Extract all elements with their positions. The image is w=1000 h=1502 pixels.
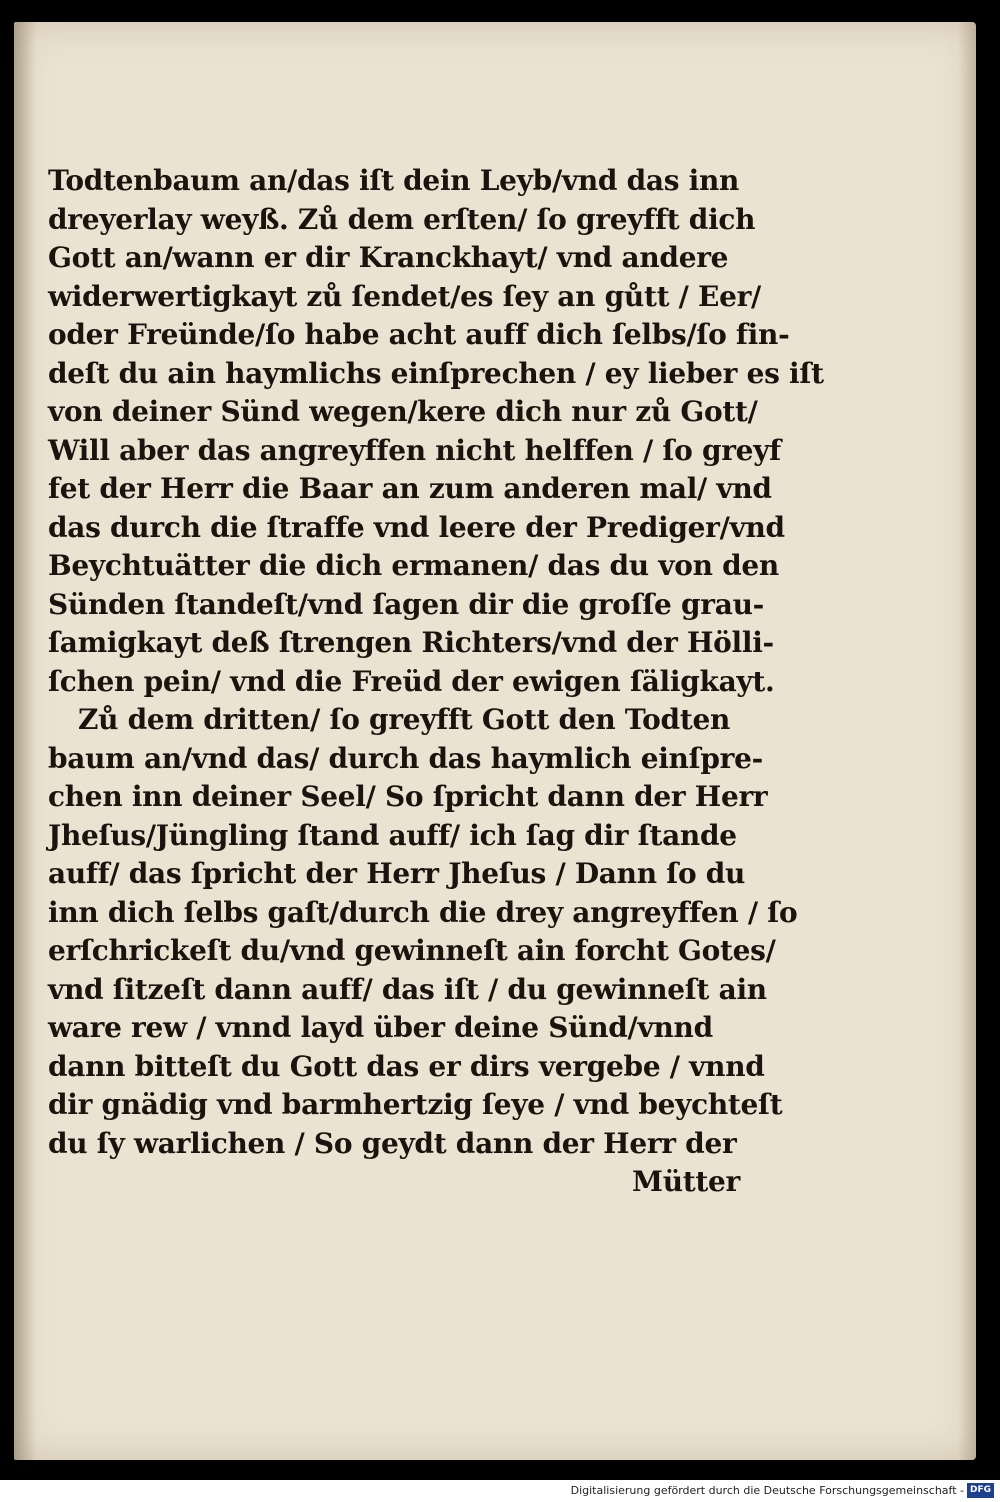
text-line: Zů dem dritten/ ſo greyfft Gott den Todten: [78, 703, 731, 736]
text-line: widerwertigkayt zů ſendet/es ſey an gůtt / Eer/: [48, 279, 761, 313]
digitization-credit: Digitalisierung gefördert durch die Deutsche Forschungsgemeinschaft -: [570, 1484, 964, 1497]
text-line: Sünden ſtandeſt/vnd ſagen dir die groſſe grau-: [48, 587, 764, 621]
text-line: vnd ſitzeſt dann auff/ das iſt / du gewinneſt ain: [48, 972, 767, 1006]
text-line: das durch die ſtraffe vnd leere der Prediger/vnd: [48, 510, 785, 544]
text-line: Todtenbaum an/das iſt dein Leyb/vnd das inn: [48, 164, 740, 197]
text-line: auff/ das ſpricht der Herr Jheſus / Dann ſo du: [48, 857, 746, 890]
text-line: dir gnädig vnd barmhertzig ſeye / vnd beychteſt: [48, 1088, 783, 1121]
text-line: von deiner Sünd wegen/kere dich nur zů Gott/: [48, 395, 758, 428]
text-line: erſchrickeſt du/vnd gewinneſt ain forcht Gotes/: [48, 934, 776, 967]
text-line: Will aber das angreyffen nicht helffen / ſo greyf: [48, 433, 781, 467]
catchword: Mütter: [632, 1165, 740, 1198]
text-line: baum an/vnd das/ durch das haymlich einſpre-: [48, 741, 763, 775]
text-line: Gott an/wann er dir Kranckhayt/ vnd andere: [48, 241, 729, 274]
text-line: Beychtuätter die dich ermanen/ das du von den: [48, 549, 779, 582]
text-line: Jheſus/Jüngling ſtand auff/ ich ſag dir ſtande: [48, 818, 737, 852]
text-line: ware rew / vnnd layd über deine Sünd/vnnd: [48, 1011, 713, 1044]
text-line: inn dich ſelbs gaſt/durch die drey angreyffen / ſo: [48, 895, 798, 929]
text-line: du ſy warlichen / So geydt dann der Herr der: [48, 1126, 737, 1160]
text-line: oder Freünde/ſo habe acht auff dich ſelbs/ſo fin-: [48, 318, 790, 351]
text-line: dann bitteſt du Gott das er dirs vergebe / vnnd: [48, 1049, 765, 1083]
footer-band: [0, 1480, 1000, 1502]
text-line: deſt du ain haymlichs einſprechen / ey lieber es iſt: [48, 356, 824, 390]
text-line: ſchen pein/ vnd die Freüd der ewigen ſäligkayt.: [48, 664, 775, 698]
text-line: dreyerlay weyß. Zů dem erſten/ ſo greyfft dich: [48, 202, 756, 236]
text-line: chen inn deiner Seel/ So ſpricht dann der Herr: [48, 780, 768, 813]
page-text-block: [48, 162, 824, 1202]
text-line: fet der Herr die Baar an zum anderen mal/ vnd: [48, 472, 772, 505]
text-line: ſamigkayt deß ſtrengen Richters/vnd der Hölli-: [48, 626, 774, 659]
dfg-logo-icon: DFG: [967, 1483, 994, 1498]
book-page: [14, 22, 976, 1460]
